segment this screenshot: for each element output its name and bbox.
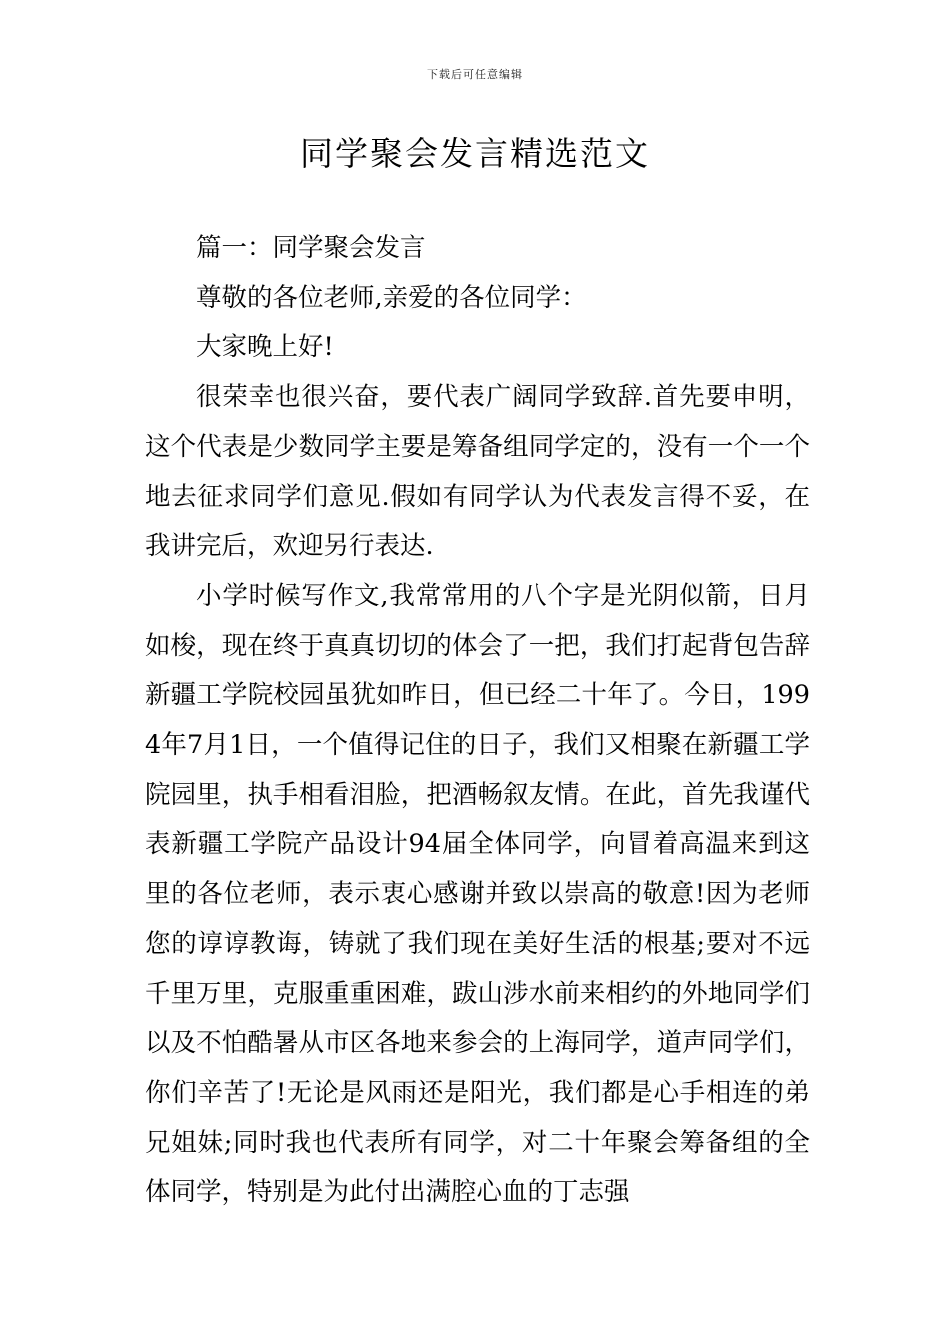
paragraph-section-heading: 篇一：同学聚会发言 <box>196 233 426 263</box>
paragraph-intro: 很荣幸也很兴奋，要代表广阔同学致辞.首先要申明，这个代表是少数同学主要是筹备组同学定的，没有一个一个地去征求同学们意见.假如有同学认为代表发言得不妥，在我讲完后，欢迎另行表达. <box>145 382 810 562</box>
paragraph-main: 小学时候写作文,我常常用的八个字是光阴似箭，日月如梭，现在终于真真切切的体会了一把，我们打起背包告辞新疆工学院校园虽犹如昨日，但已经二十年了。今日，1994年7月1日，一个值得记住的日子，我们又相聚在新疆工学院园里，执手相看泪脸，把酒畅叙友情。在此，首先我谨代表新疆工学院产品设计94届全体同学，向冒着高温来到这里的各位老师，表示衷心感谢并致以崇高的敬意!因为老师您的谆谆教诲，铸就了我们现在美好生活的根基;要对不远千里万里，克服重重困难，跋山涉水前来相约的外地同学们以及不怕酷暑从市区各地来参会的上海同学，道声同学们，你们辛苦了!无论是风雨还是阳光，我们都是心手相连的弟兄姐妹;同时我也代表所有同学，对二十年聚会筹备组的全体同学，特别是为此付出满腔心血的丁志强 <box>145 580 810 1208</box>
paragraph-salutation: 尊敬的各位老师,亲爱的各位同学： <box>196 282 587 313</box>
document-title: 同学聚会发言精选范文 <box>300 134 650 173</box>
header-note: 下载后可任意编辑 <box>427 68 523 81</box>
document-body <box>145 224 810 1218</box>
paragraph-greeting: 大家晚上好! <box>196 332 334 363</box>
